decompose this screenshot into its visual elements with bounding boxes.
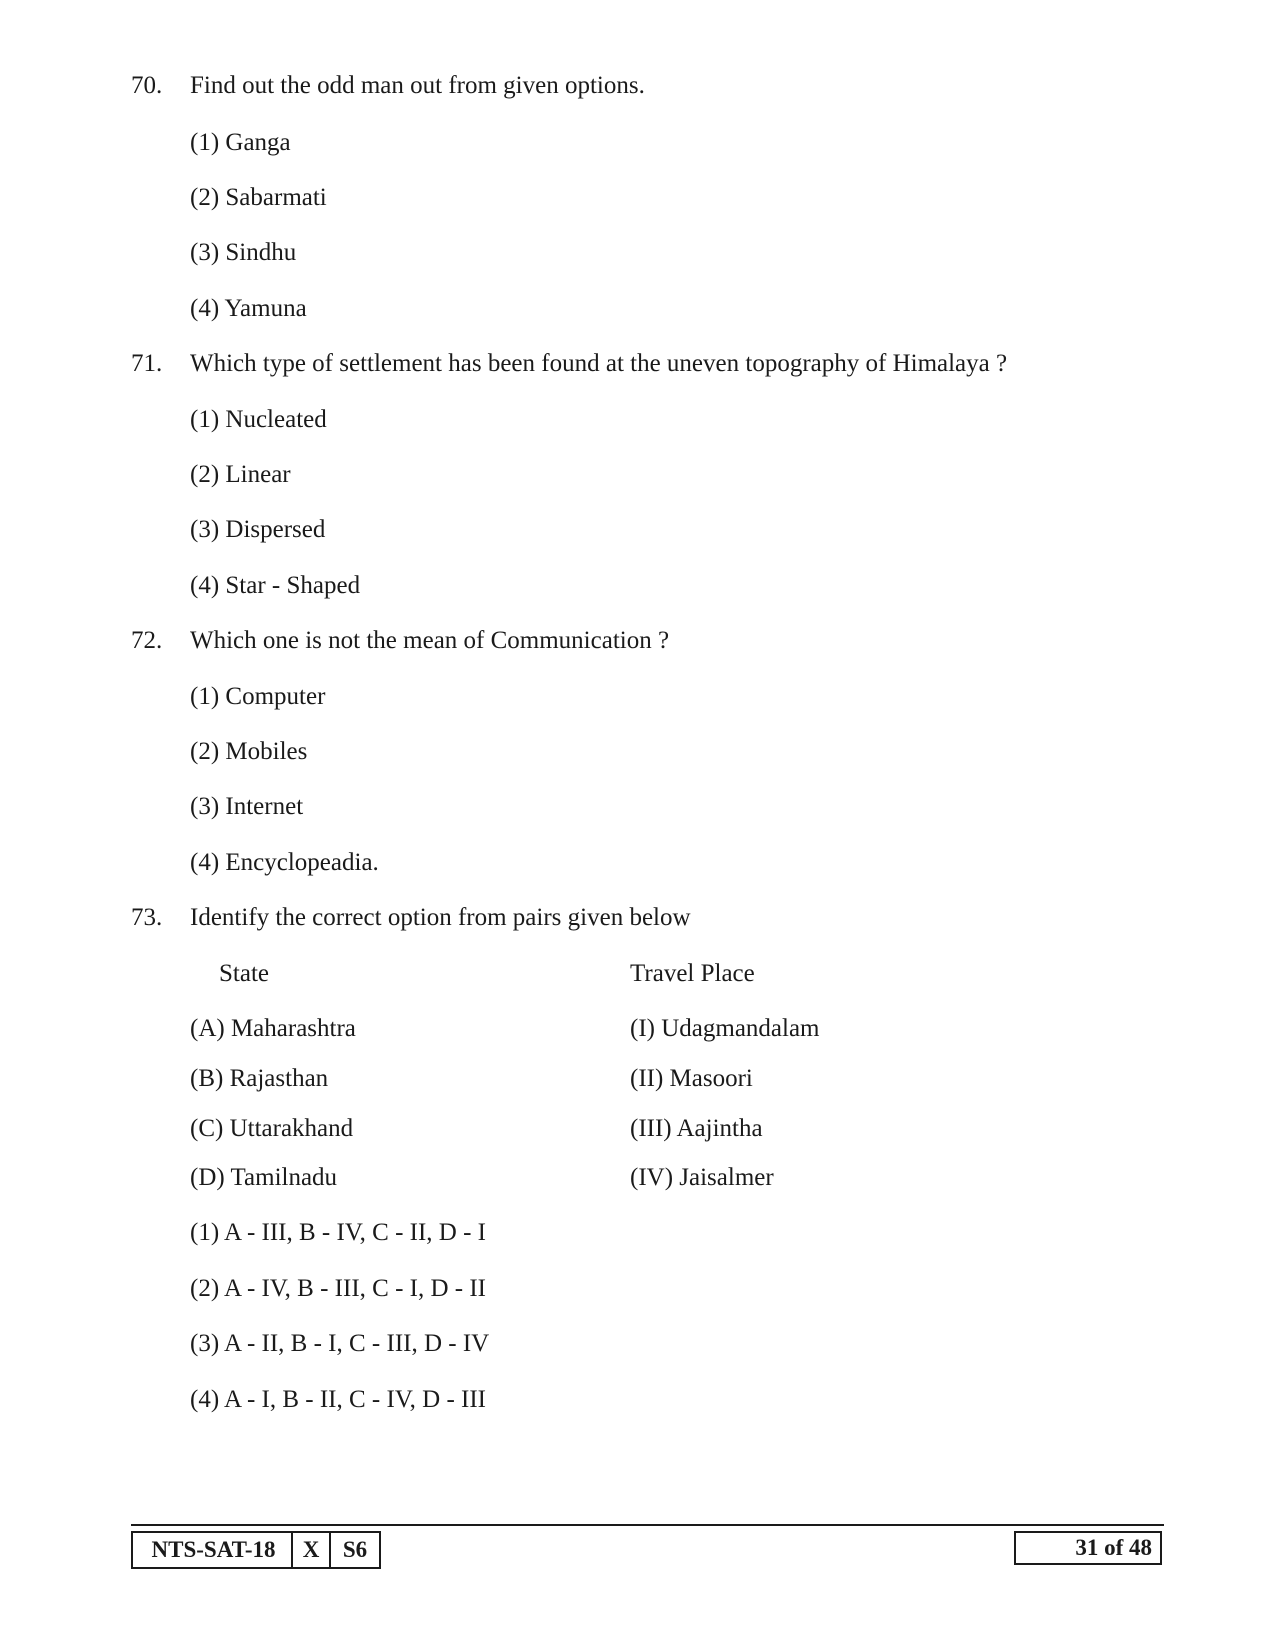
pair-left-b: (B) Rajasthan <box>190 1065 329 1092</box>
question-72-option-2: (2) Mobiles <box>190 738 308 765</box>
question-70-text: Find out the odd man out from given options. <box>190 72 645 99</box>
class-code: X <box>293 1533 331 1567</box>
set-code: S6 <box>342 1537 368 1562</box>
question-71-option-4: (4) Star - Shaped <box>190 572 361 599</box>
question-70-option-4: (4) Yamuna <box>190 295 307 322</box>
pair-left-a: (A) Maharashtra <box>190 1015 356 1042</box>
question-70-number: 70. <box>131 72 163 99</box>
question-73-option-1: (1) A - III, B - IV, C - II, D - I <box>190 1219 487 1246</box>
question-71-option-3: (3) Dispersed <box>190 516 326 543</box>
question-72-option-4: (4) Encyclopeadia. <box>190 849 379 876</box>
question-73-option-4: (4) A - I, B - II, C - IV, D - III <box>190 1386 487 1413</box>
question-72-option-3: (3) Internet <box>190 793 304 820</box>
question-73-option-3: (3) A - II, B - I, C - III, D - IV <box>190 1330 490 1357</box>
pair-right-iv: (IV) Jaisalmer <box>630 1164 774 1191</box>
pair-left-d: (D) Tamilnadu <box>190 1164 338 1191</box>
question-73-option-2: (2) A - IV, B - III, C - I, D - II <box>190 1275 487 1302</box>
pair-left-c: (C) Uttarakhand <box>190 1115 354 1142</box>
question-73-number: 73. <box>131 904 163 931</box>
question-71-option-2: (2) Linear <box>190 461 291 488</box>
question-72-number: 72. <box>131 627 163 654</box>
question-72-text: Which one is not the mean of Communication ? <box>190 627 670 654</box>
question-70-option-2: (2) Sabarmati <box>190 184 327 211</box>
pair-right-iii: (III) Aajintha <box>630 1115 763 1142</box>
question-71-number: 71. <box>131 350 163 377</box>
question-70-option-1: (1) Ganga <box>190 129 291 156</box>
pair-right-ii: (II) Masoori <box>630 1065 753 1092</box>
exam-code-box <box>131 1531 381 1569</box>
question-73-text: Identify the correct option from pairs given below <box>190 904 691 931</box>
question-71-option-1: (1) Nucleated <box>190 406 327 433</box>
pair-right-i: (I) Udagmandalam <box>630 1015 820 1042</box>
column-header-travel-place: Travel Place <box>630 960 755 987</box>
question-70-option-3: (3) Sindhu <box>190 239 297 266</box>
footer-rule <box>131 1524 1164 1526</box>
exam-code: NTS-SAT-18 <box>133 1533 293 1567</box>
page-number: 31 of 48 <box>1014 1531 1162 1565</box>
question-71-text: Which type of settlement has been found at the uneven topography of Himalaya ? <box>190 350 1008 377</box>
column-header-state: State <box>219 960 269 987</box>
question-72-option-1: (1) Computer <box>190 683 326 710</box>
